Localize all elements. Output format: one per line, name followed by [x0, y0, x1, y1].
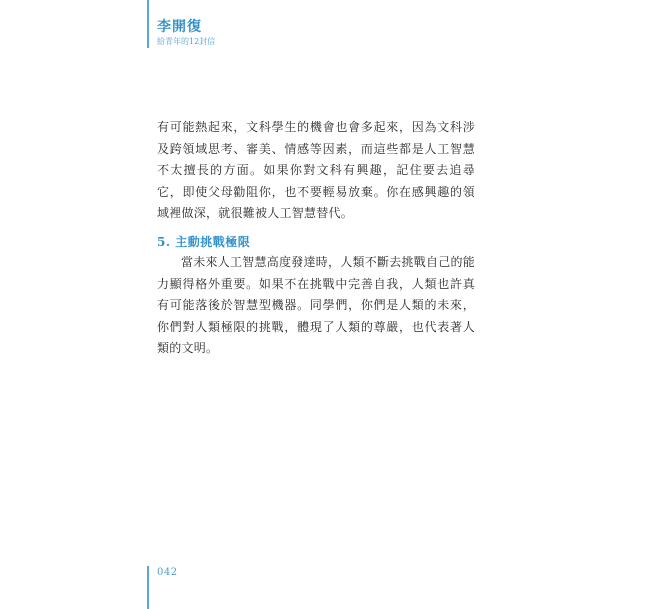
header-author-title: 李開復 — [157, 19, 202, 35]
running-header — [157, 19, 215, 47]
section-heading: 5. 主動挑戰極限 — [157, 235, 251, 249]
header-book-subtitle: 給青年的12封信 — [157, 37, 216, 46]
footer-margin-rule — [147, 566, 149, 609]
page-number: 042 — [157, 567, 178, 578]
section-body-paragraph: 當未來人工智慧高度發達時，人類不斷去挑戰自己的能力顯得格外重要。如果不在挑戰中完善自我，人類也許真有可能落後於智慧型機器。同學們，你們是人類的未來，你們對人類極限的挑戰，體現了人類的尊嚴，也代表著人類的文明。 — [157, 255, 476, 355]
header-margin-rule — [147, 0, 149, 48]
continuation-paragraph: 有可能熱起來，文科學生的機會也會多起來，因為文科涉及跨領域思考、審美、情感等因素，而這些都是人工智慧不太擅長的方面。如果你對文科有興趣，記住要去追尋它，即使父母勸阻你，也不要輕易放棄。你在感興趣的領域裡做深，就很難被人工智慧替代。 — [157, 120, 475, 220]
